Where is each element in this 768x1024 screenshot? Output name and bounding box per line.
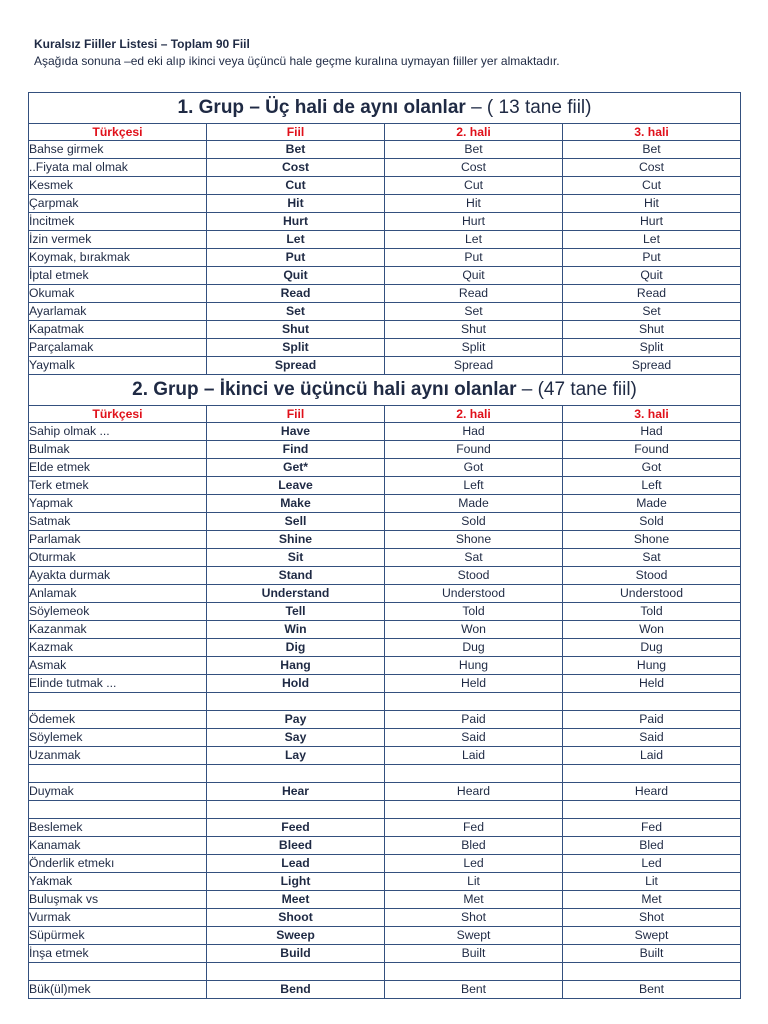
group-heading [29, 93, 741, 124]
group-count: – ( 13 tane fiil) [465, 97, 592, 118]
second-form-cell: Left [385, 477, 563, 495]
verb-cell: Spread [207, 357, 385, 375]
turkish-meaning-cell: Kazmak [29, 639, 207, 657]
second-form-cell: Read [385, 285, 563, 303]
turkish-meaning-cell: Bük(ül)mek [29, 981, 207, 999]
third-form-cell: Quit [563, 267, 741, 285]
verb-cell: Cut [207, 177, 385, 195]
column-header-verb: Fiil [207, 406, 385, 423]
verb-cell: Bend [207, 981, 385, 999]
turkish-meaning-cell: Okumak [29, 285, 207, 303]
verb-row [29, 213, 741, 231]
verb-cell: Cost [207, 159, 385, 177]
verb-row [29, 819, 741, 837]
turkish-meaning-cell: Koymak, bırakmak [29, 249, 207, 267]
second-form-cell: Shone [385, 531, 563, 549]
verb-cell: Sell [207, 513, 385, 531]
verb-row [29, 585, 741, 603]
verb-cell [207, 693, 385, 711]
verb-cell: Hang [207, 657, 385, 675]
verb-cell: Read [207, 285, 385, 303]
column-header-row [29, 406, 741, 423]
verb-cell: Lead [207, 855, 385, 873]
verb-cell: Shut [207, 321, 385, 339]
turkish-meaning-cell: Kapatmak [29, 321, 207, 339]
third-form-cell: Put [563, 249, 741, 267]
turkish-meaning-cell: ..Fiyata mal olmak [29, 159, 207, 177]
blank-row [29, 693, 741, 711]
second-form-cell: Sat [385, 549, 563, 567]
turkish-meaning-cell: Asmak [29, 657, 207, 675]
verb-row [29, 783, 741, 801]
second-form-cell: Put [385, 249, 563, 267]
column-header-third-form: 3. hali [563, 124, 741, 141]
group-heading [29, 375, 741, 406]
third-form-cell: Lit [563, 873, 741, 891]
third-form-cell: Shone [563, 531, 741, 549]
verb-cell: Set [207, 303, 385, 321]
turkish-meaning-cell: Önderlik etmekı [29, 855, 207, 873]
verb-cell: Stand [207, 567, 385, 585]
verb-row [29, 657, 741, 675]
second-form-cell: Cost [385, 159, 563, 177]
verb-row [29, 945, 741, 963]
third-form-cell: Left [563, 477, 741, 495]
verb-cell [207, 963, 385, 981]
turkish-meaning-cell [29, 801, 207, 819]
third-form-cell: Hit [563, 195, 741, 213]
third-form-cell: Understood [563, 585, 741, 603]
turkish-meaning-cell: Ayakta durmak [29, 567, 207, 585]
verb-row [29, 249, 741, 267]
second-form-cell: Won [385, 621, 563, 639]
turkish-meaning-cell: Süpürmek [29, 927, 207, 945]
third-form-cell: Shut [563, 321, 741, 339]
document-title: Kuralsız Fiiller Listesi – Toplam 90 Fiil [34, 37, 250, 51]
turkish-meaning-cell: Söylemek [29, 729, 207, 747]
second-form-cell: Dug [385, 639, 563, 657]
second-form-cell: Spread [385, 357, 563, 375]
turkish-meaning-cell [29, 963, 207, 981]
turkish-meaning-cell: Vurmak [29, 909, 207, 927]
verb-row [29, 285, 741, 303]
second-form-cell: Laid [385, 747, 563, 765]
second-form-cell: Led [385, 855, 563, 873]
second-form-cell: Sold [385, 513, 563, 531]
verb-row [29, 441, 741, 459]
verb-row [29, 357, 741, 375]
group-count: – (47 tane fiil) [516, 379, 637, 400]
second-form-cell: Found [385, 441, 563, 459]
verb-cell: Hit [207, 195, 385, 213]
verb-row [29, 621, 741, 639]
second-form-cell: Understood [385, 585, 563, 603]
third-form-cell: Told [563, 603, 741, 621]
verb-cell: Pay [207, 711, 385, 729]
verb-cell: Have [207, 423, 385, 441]
third-form-cell: Said [563, 729, 741, 747]
turkish-meaning-cell: İptal etmek [29, 267, 207, 285]
third-form-cell: Cost [563, 159, 741, 177]
second-form-cell: Paid [385, 711, 563, 729]
verb-row [29, 531, 741, 549]
second-form-cell: Shot [385, 909, 563, 927]
verb-row [29, 195, 741, 213]
verb-row [29, 639, 741, 657]
turkish-meaning-cell: Duymak [29, 783, 207, 801]
verb-row [29, 711, 741, 729]
second-form-cell: Hurt [385, 213, 563, 231]
turkish-meaning-cell: İncitmek [29, 213, 207, 231]
third-form-cell: Got [563, 459, 741, 477]
verb-cell [207, 765, 385, 783]
verb-row [29, 267, 741, 285]
verb-row [29, 927, 741, 945]
third-form-cell [563, 693, 741, 711]
second-form-cell: Hit [385, 195, 563, 213]
column-header-row [29, 124, 741, 141]
second-form-cell: Shut [385, 321, 563, 339]
third-form-cell: Paid [563, 711, 741, 729]
second-form-cell: Swept [385, 927, 563, 945]
verb-row [29, 567, 741, 585]
turkish-meaning-cell: Kanamak [29, 837, 207, 855]
third-form-cell: Had [563, 423, 741, 441]
turkish-meaning-cell: Oturmak [29, 549, 207, 567]
group-heading-row [29, 93, 741, 124]
column-header-verb: Fiil [207, 124, 385, 141]
turkish-meaning-cell: Beslemek [29, 819, 207, 837]
turkish-meaning-cell: Kesmek [29, 177, 207, 195]
verb-cell: Say [207, 729, 385, 747]
verb-cell: Understand [207, 585, 385, 603]
verb-row [29, 477, 741, 495]
turkish-meaning-cell: Parçalamak [29, 339, 207, 357]
verb-row [29, 981, 741, 999]
third-form-cell: Spread [563, 357, 741, 375]
turkish-meaning-cell: Yaymalk [29, 357, 207, 375]
group-title: 1. Grup – Üç hali de aynı olanlar [177, 97, 466, 118]
verb-cell: Shine [207, 531, 385, 549]
verbs-table-body [29, 93, 741, 999]
group-heading-row [29, 375, 741, 406]
verb-cell: Make [207, 495, 385, 513]
turkish-meaning-cell: Elde etmek [29, 459, 207, 477]
second-form-cell: Hung [385, 657, 563, 675]
verb-row [29, 339, 741, 357]
second-form-cell: Bet [385, 141, 563, 159]
verb-row [29, 747, 741, 765]
third-form-cell: Set [563, 303, 741, 321]
verb-row [29, 141, 741, 159]
verb-row [29, 549, 741, 567]
verb-row [29, 159, 741, 177]
blank-row [29, 801, 741, 819]
turkish-meaning-cell [29, 765, 207, 783]
third-form-cell: Built [563, 945, 741, 963]
verb-cell: Put [207, 249, 385, 267]
verb-cell: Dig [207, 639, 385, 657]
third-form-cell: Bet [563, 141, 741, 159]
verb-row [29, 231, 741, 249]
third-form-cell: Hurt [563, 213, 741, 231]
second-form-cell: Set [385, 303, 563, 321]
verb-cell: Bleed [207, 837, 385, 855]
third-form-cell: Let [563, 231, 741, 249]
verb-cell: Leave [207, 477, 385, 495]
verb-row [29, 513, 741, 531]
third-form-cell: Sat [563, 549, 741, 567]
verb-row [29, 909, 741, 927]
verb-cell: Shoot [207, 909, 385, 927]
turkish-meaning-cell: İnşa etmek [29, 945, 207, 963]
third-form-cell: Bent [563, 981, 741, 999]
second-form-cell: Got [385, 459, 563, 477]
blank-row [29, 963, 741, 981]
turkish-meaning-cell: Terk etmek [29, 477, 207, 495]
second-form-cell: Split [385, 339, 563, 357]
third-form-cell: Held [563, 675, 741, 693]
second-form-cell: Let [385, 231, 563, 249]
third-form-cell: Shot [563, 909, 741, 927]
verb-cell: Bet [207, 141, 385, 159]
second-form-cell: Quit [385, 267, 563, 285]
second-form-cell: Stood [385, 567, 563, 585]
turkish-meaning-cell: Yakmak [29, 873, 207, 891]
second-form-cell: Told [385, 603, 563, 621]
verb-row [29, 873, 741, 891]
second-form-cell: Heard [385, 783, 563, 801]
verb-cell: Light [207, 873, 385, 891]
verb-row [29, 675, 741, 693]
turkish-meaning-cell: Parlamak [29, 531, 207, 549]
verb-row [29, 303, 741, 321]
third-form-cell: Won [563, 621, 741, 639]
column-header-second-form: 2. hali [385, 124, 563, 141]
verb-row [29, 855, 741, 873]
column-header-third-form: 3. hali [563, 406, 741, 423]
turkish-meaning-cell [29, 693, 207, 711]
column-header-turkish: Türkçesi [29, 406, 207, 423]
verb-row [29, 321, 741, 339]
third-form-cell: Cut [563, 177, 741, 195]
verb-cell: Build [207, 945, 385, 963]
verb-row [29, 459, 741, 477]
verb-cell: Meet [207, 891, 385, 909]
third-form-cell: Read [563, 285, 741, 303]
second-form-cell: Met [385, 891, 563, 909]
second-form-cell: Fed [385, 819, 563, 837]
third-form-cell [563, 963, 741, 981]
third-form-cell: Made [563, 495, 741, 513]
irregular-verbs-table [28, 92, 741, 999]
verb-cell: Quit [207, 267, 385, 285]
third-form-cell: Led [563, 855, 741, 873]
document-subtitle: Aşağıda sonuna –ed eki alıp ikinci veya üçüncü hale geçme kuralına uymayan fiiller yer almaktadır. [34, 54, 560, 68]
second-form-cell: Had [385, 423, 563, 441]
verb-cell: Hold [207, 675, 385, 693]
second-form-cell: Bent [385, 981, 563, 999]
second-form-cell: Said [385, 729, 563, 747]
verb-row [29, 423, 741, 441]
verb-row [29, 177, 741, 195]
third-form-cell: Laid [563, 747, 741, 765]
verb-row [29, 603, 741, 621]
second-form-cell [385, 765, 563, 783]
second-form-cell: Lit [385, 873, 563, 891]
verb-cell: Sit [207, 549, 385, 567]
third-form-cell: Hung [563, 657, 741, 675]
verb-cell: Hear [207, 783, 385, 801]
third-form-cell: Found [563, 441, 741, 459]
second-form-cell [385, 801, 563, 819]
turkish-meaning-cell: Bulmak [29, 441, 207, 459]
verb-cell: Lay [207, 747, 385, 765]
turkish-meaning-cell: Satmak [29, 513, 207, 531]
group-title: 2. Grup – İkinci ve üçüncü hali aynı olanlar [132, 379, 517, 400]
turkish-meaning-cell: Uzanmak [29, 747, 207, 765]
turkish-meaning-cell: Elinde tutmak ... [29, 675, 207, 693]
third-form-cell: Fed [563, 819, 741, 837]
second-form-cell [385, 963, 563, 981]
verb-cell: Win [207, 621, 385, 639]
verb-cell: Hurt [207, 213, 385, 231]
verb-cell: Get* [207, 459, 385, 477]
verb-row [29, 495, 741, 513]
turkish-meaning-cell: Sahip olmak ... [29, 423, 207, 441]
verb-cell: Split [207, 339, 385, 357]
verb-cell: Feed [207, 819, 385, 837]
third-form-cell: Swept [563, 927, 741, 945]
document-header [34, 37, 744, 69]
turkish-meaning-cell: Anlamak [29, 585, 207, 603]
verb-cell: Sweep [207, 927, 385, 945]
third-form-cell [563, 765, 741, 783]
verb-cell: Tell [207, 603, 385, 621]
third-form-cell: Stood [563, 567, 741, 585]
verb-cell: Let [207, 231, 385, 249]
turkish-meaning-cell: Ayarlamak [29, 303, 207, 321]
turkish-meaning-cell: Yapmak [29, 495, 207, 513]
verb-cell [207, 801, 385, 819]
turkish-meaning-cell: Buluşmak vs [29, 891, 207, 909]
turkish-meaning-cell: Söylemeok [29, 603, 207, 621]
verb-row [29, 729, 741, 747]
third-form-cell: Split [563, 339, 741, 357]
turkish-meaning-cell: Bahse girmek [29, 141, 207, 159]
verb-row [29, 891, 741, 909]
column-header-second-form: 2. hali [385, 406, 563, 423]
turkish-meaning-cell: Kazanmak [29, 621, 207, 639]
turkish-meaning-cell: Çarpmak [29, 195, 207, 213]
third-form-cell: Met [563, 891, 741, 909]
turkish-meaning-cell: İzin vermek [29, 231, 207, 249]
second-form-cell: Made [385, 495, 563, 513]
second-form-cell: Built [385, 945, 563, 963]
third-form-cell: Dug [563, 639, 741, 657]
column-header-turkish: Türkçesi [29, 124, 207, 141]
second-form-cell: Cut [385, 177, 563, 195]
blank-row [29, 765, 741, 783]
verb-row [29, 837, 741, 855]
verb-cell: Find [207, 441, 385, 459]
second-form-cell: Bled [385, 837, 563, 855]
turkish-meaning-cell: Ödemek [29, 711, 207, 729]
second-form-cell: Held [385, 675, 563, 693]
third-form-cell: Heard [563, 783, 741, 801]
third-form-cell: Sold [563, 513, 741, 531]
third-form-cell: Bled [563, 837, 741, 855]
second-form-cell [385, 693, 563, 711]
third-form-cell [563, 801, 741, 819]
